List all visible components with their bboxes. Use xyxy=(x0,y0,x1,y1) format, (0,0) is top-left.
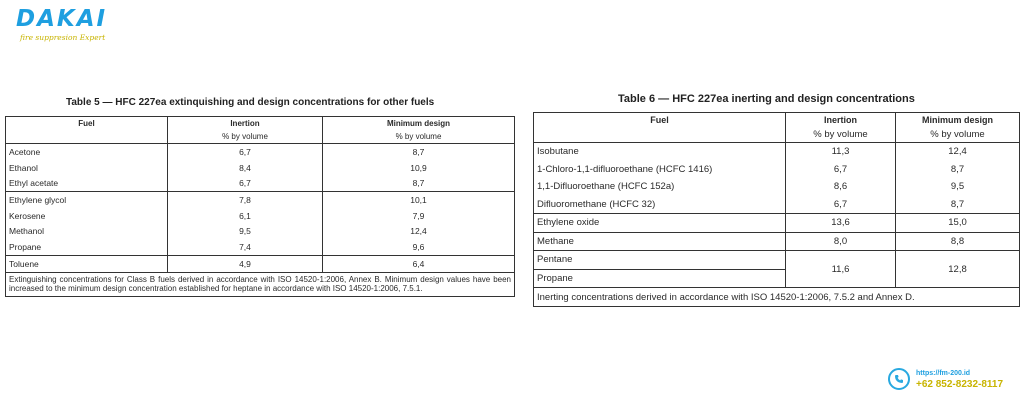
table-row xyxy=(534,143,1020,161)
table-row xyxy=(534,214,1020,233)
table6 xyxy=(533,112,1020,307)
inertion-cell: 7,8 xyxy=(168,192,323,208)
fuel-cell: Toluene xyxy=(6,255,168,272)
min-design-cell: 8,7 xyxy=(950,163,965,175)
table6-header-row xyxy=(534,113,1020,128)
fuel-cell: Ethanol xyxy=(6,160,168,176)
fuel-cell: 1-Chloro-1,1-difluoroethane (HCFC 1416) xyxy=(534,161,786,179)
table-row xyxy=(534,232,1020,251)
table-row xyxy=(534,196,1020,214)
table-row xyxy=(534,178,1020,196)
min-design-cell: 6,4 xyxy=(412,258,425,269)
table6-note: Inerting concentrations derived in accordance with ISO 14520-1:2006, 7.5.2 and Annex D. xyxy=(534,288,1020,307)
table5-title: Table 5 — HFC 227ea extinquishing and design concentrations for other fuels xyxy=(66,97,435,108)
inertion-cell: 6,7 xyxy=(168,144,323,160)
table6-units-row xyxy=(534,127,1020,143)
table-row xyxy=(6,192,515,208)
inertion-cell: 4,9 xyxy=(168,255,323,272)
fuel-cell: Isobutane xyxy=(534,143,786,161)
inertion-cell: 8,0 xyxy=(786,232,896,251)
table6-unit-inertion: % by volume xyxy=(786,127,896,143)
fuel-cell: Methanol xyxy=(6,223,168,239)
table-row xyxy=(6,144,515,160)
table-row xyxy=(6,208,515,224)
table-row xyxy=(534,251,1020,270)
fuel-cell: Ethylene glycol xyxy=(6,192,168,208)
inertion-cell: 6,7 xyxy=(786,161,896,179)
table5-header-fuel: Fuel xyxy=(6,117,168,131)
min-design-cell: 8,8 xyxy=(896,232,1020,251)
inertion-cell: 9,5 xyxy=(168,223,323,239)
fuel-cell: Ethyl acetate xyxy=(6,175,168,191)
table5-unit-inertion: % by volume xyxy=(168,130,323,144)
table5-units-row xyxy=(6,130,515,144)
fuel-cell: 1,1-Difluoroethane (HCFC 152a) xyxy=(534,178,786,196)
table6-unit-min-design: % by volume xyxy=(896,127,1020,143)
table5-unit-min-design: % by volume xyxy=(323,130,515,144)
table5-unit-fuel xyxy=(6,130,168,144)
fuel-cell: Ethylene oxide xyxy=(534,214,786,233)
contact-block xyxy=(888,368,1003,390)
logo-tagline: fire suppresion Expert xyxy=(20,33,106,42)
inertion-cell: 6,1 xyxy=(168,208,323,224)
fuel-cell: Methane xyxy=(534,232,786,251)
table-row xyxy=(6,255,515,272)
table-row xyxy=(6,175,515,191)
website-link[interactable]: https://fm-200.id xyxy=(916,370,971,377)
table5-header-row xyxy=(6,117,515,131)
inertion-cell: 11,3 xyxy=(786,143,896,161)
min-design-cell: 12,8 xyxy=(948,263,967,275)
inertion-cell: 11,6 xyxy=(786,251,896,288)
min-design-cell: 10,9 xyxy=(410,162,427,173)
whatsapp-icon[interactable] xyxy=(888,368,910,390)
table-row xyxy=(6,239,515,255)
fuel-cell: Difluoromethane (HCFC 32) xyxy=(534,196,786,214)
table-row xyxy=(6,223,515,239)
table6-header-min-design: Minimum design xyxy=(921,115,993,125)
inertion-cell: 7,4 xyxy=(168,239,323,255)
table6-unit-fuel xyxy=(534,127,786,143)
table5-header-inertion: Inertion xyxy=(168,117,323,131)
fuel-cell: Propane xyxy=(6,239,168,255)
min-design-cell: 10,1 xyxy=(410,194,427,205)
min-design-cell: 12,4 xyxy=(410,226,427,237)
min-design-cell: 12,4 xyxy=(948,146,967,158)
table5-note: Extinguishing concentrations for Class B fuels derived in accordance with ISO 14520-1:2006, Annex B. Minimum design values have been increased to the minimum design concentration established for heptane in accordance with ISO 14520-1:2006, 7.5.1. xyxy=(6,272,515,296)
table5-header-min-design: Minimum design xyxy=(386,119,451,128)
inertion-cell: 13,6 xyxy=(786,214,896,233)
fuel-cell: Propane xyxy=(534,269,786,288)
min-design-cell: 9,6 xyxy=(323,239,515,255)
phone-glyph-icon xyxy=(893,373,905,385)
logo-wordmark: DAKAI xyxy=(16,6,108,32)
inertion-cell: 8,6 xyxy=(786,178,896,196)
table5 xyxy=(5,116,515,297)
min-design-cell: 8,7 xyxy=(323,175,515,191)
inertion-cell: 6,7 xyxy=(168,175,323,191)
fuel-cell: Pentane xyxy=(534,251,786,270)
table-row xyxy=(534,161,1020,179)
min-design-cell: 7,9 xyxy=(412,210,425,221)
fuel-cell: Acetone xyxy=(6,144,168,160)
inertion-cell: 6,7 xyxy=(786,196,896,214)
table6-header-inertion: Inertion xyxy=(786,113,896,128)
phone-number[interactable]: +62 852-8232-8117 xyxy=(916,379,1004,390)
table6-title: Table 6 — HFC 227ea inerting and design concentrations xyxy=(618,93,915,105)
min-design-cell: 8,7 xyxy=(412,146,425,157)
min-design-cell: 8,7 xyxy=(896,196,1020,214)
table6-header-fuel: Fuel xyxy=(534,113,786,128)
inertion-cell: 8,4 xyxy=(168,160,323,176)
table-row xyxy=(6,160,515,176)
min-design-cell: 15,0 xyxy=(896,214,1020,233)
table6-note-row xyxy=(534,288,1020,307)
fuel-cell: Kerosene xyxy=(6,208,168,224)
brand-logo xyxy=(16,6,107,42)
min-design-cell: 9,5 xyxy=(950,181,965,193)
table5-note-row xyxy=(6,272,515,296)
